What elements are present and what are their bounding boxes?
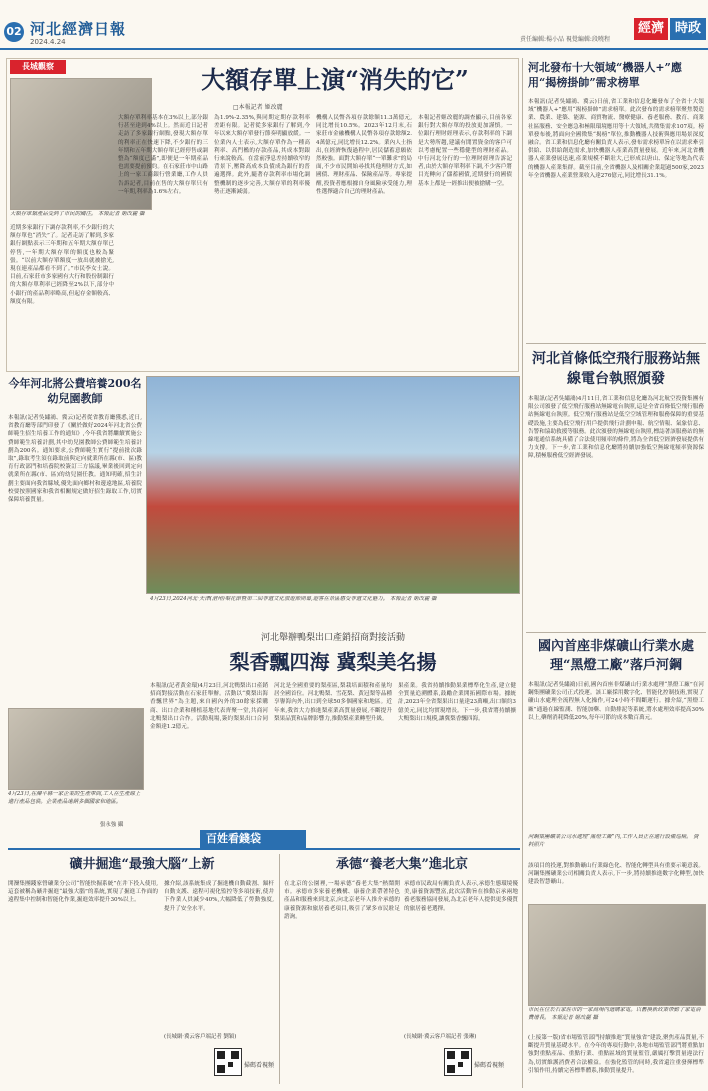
elderly-article-credit: (長城網·冀云客戶端記者 張琳) <box>404 1034 477 1040</box>
pear-col2: 河北是全國重要的梨產區,梨栽培面積和產量均居全國首位。河北鴨梨、雪花梨、黃冠梨等品種享譽海內外,出口到全球50多個國家和地區。近年來,我省大力推進梨產業高質量發展,不斷提升梨果品質和品牌影響力,推動梨產業轉型升級。 <box>274 683 392 722</box>
kindergarten-article-title: 今年河北將公費培養200名幼兒園教師 <box>8 377 142 405</box>
bottom-divider <box>279 854 280 1084</box>
elderly-qr-label: 掃碼看視頻 <box>474 1062 505 1069</box>
lead-title: 大額存單上演“消失的它” <box>201 65 469 94</box>
kindergarten-article-body: 本報訊(記者吳繡鴻、冀云)記者從省教育廳獲悉,近日,省教育廳等部門印發了《關於做好2024年河北省公費師範生招生培養工作的通知》,今年我省將繼續實施公費師範生培養計劃,其中幼兒園教師公費師範生培養計劃為200名。通知要求,公費師範生實行“提前批次錄取”,錄取考生須在錄取前與定向就業所在縣(市、區)教育行政部門和培養院校簽訂三方協議,畢業後回到定向就業所在縣(市、區)的幼兒園任教。通知明確,招生計劃主要面向我省縣域,優先面向鄉村和邊遠地區,培養院校要按照國家和我省相關規定做好招生錄取工作,切實保障培養質量。 <box>8 415 142 504</box>
page-number: 02 <box>4 22 24 42</box>
paper-date: 2024.4.24 <box>30 38 66 46</box>
factory-photo-caption: 4月23日,在灤平縣一家企業的生產車間,工人在生產線上進行產品包裝。企業產品遠銷多個國家和地區。 <box>8 791 141 805</box>
elderly-article-title: 承德“養老大集”進北京 <box>336 857 468 872</box>
editors-line: 責任編輯:楊小品 視覺編輯:段曉程 <box>520 36 610 43</box>
section-tag-economy: 經濟 <box>634 18 668 40</box>
lead-kicker: 長城觀察 <box>10 60 66 74</box>
lead-col2: 大額存單利率基本在3%以上,部分銀行甚至達到4%以上。然而近日記者走訪了多家銀行網點,發現大額存單的利率正在快速下降,不少銀行的三年期和五年期大額存單已經停售或調整為“額度已滿”,即便是一年期產品也需要提前預約。在石家莊市中山路上的一家工商銀行營業廳,工作人員告訴記者,目前在售的大額存單只有一年期,利率為1.6%左右。 <box>118 115 208 195</box>
mining-article-title: 礦井掘進“最強大腦”上新 <box>69 857 215 872</box>
darkfactory-photo-caption: 河鋼集團礦業公司水處理“黑燈工廠”內,工作人員正在進行設備巡檢。 資料照片 <box>528 834 699 848</box>
factory-photo <box>8 708 144 790</box>
lowalt-article-body: 本報訊(記者吳繡鴻)4月11日,省工業和信息化廳為河北航空投資集團有限公司頒發了低空飛行服務站無線電台執照,這是全省首條低空飛行服務站無線電台執照。低空飛行服務站是低空空域管理和服務保障的重要基礎設施,主要為低空飛行用戶提供飛行計劃申報、航空情報、氣象信息、告警和協助救援等服務。此次頒發的無線電台執照,標誌著該服務站的無線電通信系統具備了合法使用頻率的條件,將為全省低空經濟發展提供有力支撐。下一步,省工業和信息化廳將持續加強低空無線電頻率資源保障,積極服務低空經濟發展。 <box>528 396 704 460</box>
mining-qr-code[interactable] <box>214 1048 242 1076</box>
lead-byline: □本報記者 姬改麗 <box>233 104 283 111</box>
pear-col3: 果產業。我省持續推動果業標準化生產,建立健全質量追溯體系,鼓勵企業開拓國際市場。據統計,2023年全省梨果出口量達23萬噸,出口額約3億美元,同比均實現增長。下一步,我省將持續擴大鴨梨出口規模,讓冀梨香飄四海。 <box>398 683 516 722</box>
right-column-divider <box>522 58 523 1088</box>
lead-col3: 為1.9%-2.35%,與同期定期存款利率差距有限。記者從多家銀行了解到,今年以來大額存單發行節奏明顯放緩。一位業內人士表示,大額存單作為一種高利率、高門檻的存款產品,其成本對銀行來說較高。在當前淨息差持續收窄的背景下,壓降高成本負債成為銀行的普遍選擇。此外,隨著存款利率市場化調整機制的逐步完善,大額存單的利率優勢正逐漸減弱。 <box>214 115 310 195</box>
band-rule <box>8 848 520 850</box>
appliance-photo-caption: 市民在位於石家莊市的一家商場內選購家電。以舊換新政策帶動了家電消費增長。 本報記者 姬改麗 攝 <box>528 1007 701 1021</box>
lead-col1: 近期多家銀行下調存款利率,不少銀行的大額存單也“消失”了。記者走訪了解到,多家銀行網點表示三年期和五年期大額存單已停售,一年期大額存單的額度也較為緊張。“以前大額存單額度一放出就被搶光,現在連產品都看不到了。”市民李女士說。目前,石家莊市多家國有大行和股份制銀行的大額存單利率已經降至2%以下,部分中小銀行的產品利率略高,但起存金額較高、額度有限。 <box>10 225 114 305</box>
elderly-article-body: 在北京的公園裡,一場承德“養老大集”熱鬧開市。承德市多家養老機構、康養企業帶著特色產品和服務來到北京,向北京老年人推介承德的康養資源和旅居養老項目,吸引了眾多市民駐足諮詢。 <box>284 881 400 920</box>
paper-name: 河北經濟日報 <box>30 20 127 38</box>
darkfactory-article-title: 國內首座非煤礦山行業水處理“黑燈工廠”落戶河鋼 <box>537 639 694 673</box>
right-divider-2 <box>526 632 706 633</box>
factory-photo-credit: 張永強 攝 <box>100 822 124 828</box>
darkfactory-article-body: 本報訊(記者吳繡鴻)日前,國內首座非煤礦山行業水處理“黑燈工廠”在河鋼集團礦業公司正式投運。該工廠採用數字化、智能化控制技術,實現了礦山水處理全流程無人化操作,可24小時不間斷運行。據介紹,“黑燈工廠”通過在線監測、智能加藥、自動排泥等系統,將水處理效率提高30%以上,藥劑消耗降低20%,每年可節約成本數百萬元。 <box>528 682 704 721</box>
elderly-article-body-2: 承德市民政局有關負責人表示,承德生態環境優美,康養資源豐富,此次活動旨在推動京承兩地養老服務協同發展,為北京老年人提供更多優質的旅居養老選擇。 <box>404 881 518 912</box>
lowalt-article-title: 河北首條低空飛行服務站無線電台執照頒發 <box>532 351 700 387</box>
section-band: 百姓看錢袋 <box>200 830 306 848</box>
section-tag-politics: 時政 <box>670 18 706 40</box>
mining-article-body-2: 據介紹,該系統集成了掘進機自動截割、錨杆自動支護、遠程可視化監控等多項技術,使井下作業人員減少40%,大幅降低了勞動強度,提升了安全水平。 <box>164 881 274 912</box>
appliance-photo <box>528 904 706 1006</box>
continued-article-body: (上接第一版)省市場監管部門持續推進“質量強省”建設,聚焦產品質量,不斷提升質量基礎水平。在今年的專項行動中,各地市場監管部門將重點加強對重點產品、重點行業、重點區域的質量監管,嚴厲打擊質量違法行為,切實維護消費者合法權益。在強化監管的同時,我省還注重發揮標準引領作用,持續完善標準體系,推動質量提升。 <box>528 1035 704 1074</box>
pear-article-title: 梨香飄四海 冀梨美名揚 <box>229 650 437 674</box>
pear-article-kicker: 河北舉辦鴨梨出口產銷招商對接活動 <box>260 633 405 643</box>
mining-article-body: 開灤集團錢家營礦業分公司“智能快掘系統”在井下投入使用,這套被稱為礦井掘進“最強大腦”的系統,實現了掘進工作面的遠程集中控制和智能化作業,掘進效率提升30%以上。 <box>8 881 158 904</box>
mining-article-credit: (長城網·冀云客戶端記者 劉穎) <box>164 1034 237 1040</box>
elderly-qr-code[interactable] <box>444 1048 472 1076</box>
mining-qr-label: 掃碼看視頻 <box>244 1062 275 1069</box>
lead-col4: 機構人民幣各項存款餘額11.3萬億元,同比增長10.5%。2023年12月末,石家莊市金融機構人民幣各項存款餘額2.4萬億元,同比增長12.2%。業內人士指出,在經濟恢復過程中,居民儲蓄意願依然較強。面對大額存單“一單難求”的局面,不少市民開始尋找其他理財方式,如國債、理財產品、保險產品等。專家提醒,投資者應根據自身風險承受能力,理性選擇適合自己的理財產品。 <box>316 115 412 195</box>
lead-photo-caption: 大額存單類產品受到了市民的關注。 本報記者 姬改麗 攝 <box>10 211 145 217</box>
lead-col5: 本報記者姬改麗的調查顯示,目前各家銀行對大額存單的投放更加謹慎。一位銀行理財經理表示,存款利率的下調是大勢所趨,建議有閒置資金的客戶可以考慮配置一些穩健型的理財產品。中行河北分行的一位理財經理告訴記者,由於大額存單利率下調,不少客戶將目光轉向了儲蓄國債,近期發行的國債基本上都是一經推出便被搶購一空。 <box>418 115 512 187</box>
darkfactory-article-tail: 該項目的投運,對推動礦山行業綠色化、智能化轉型具有重要示範意義。河鋼集團礦業公司相關負責人表示,下一步,將持續推進數字化轉型,加快建設智慧礦山。 <box>528 863 704 886</box>
pear-col1: 本報訊(記者黃金環)4月23日,河北鴨梨出口產銷招商對接活動在石家莊舉辦。活動以“冀梨出海 香飄世界”為主題,來自國內外的30餘家採購商、出口企業和種植基地代表齊聚一堂,共商河北鴨梨出口合作。活動現場,簽約梨果出口合同金額達1.2億元。 <box>150 683 268 731</box>
right-divider-1 <box>526 343 706 344</box>
robot-article-title: 河北發布十大領域“機器人+”應用“揭榜掛帥”需求榜單 <box>528 61 682 89</box>
festival-photo-caption: 4月23日,2024河北·天津(滄州)梨花節暨第二屆非遺文化旅遊節開幕,遊客在景區感受非遺文化魅力。 本報記者 姬改麗 攝 <box>150 596 437 602</box>
robot-article-body: 本報訊(記者吳繡鴻、冀云)日前,省工業和信息化廳發布了全省十大領域“機器人+”應用“揭榜掛帥”需求榜單。此次發布的需求榜單聚焦製造業、農業、建築、能源、商貿物流、醫療健康、養老服務、教育、商業社區服務、安全應急和極限環境應用等十大領域,共徵集需求107項。榜單發布後,將面向全國徵集“揭榜”單位,推動機器人技術與應用場景深度融合。省工業和信息化廳有關負責人表示,發布需求榜單旨在以需求牽引供給、以供給創造需求,加快機器人產業高質量發展。近年來,河北省機器人產業發展迅速,產業規模不斷壯大,已形成以唐山、保定等地為代表的機器人產業集群。截至目前,全省機器人及相關企業超過500家,2023年全省機器人產業營業收入達276億元,同比增長31.1%。 <box>528 99 704 179</box>
festival-photo <box>146 376 520 594</box>
